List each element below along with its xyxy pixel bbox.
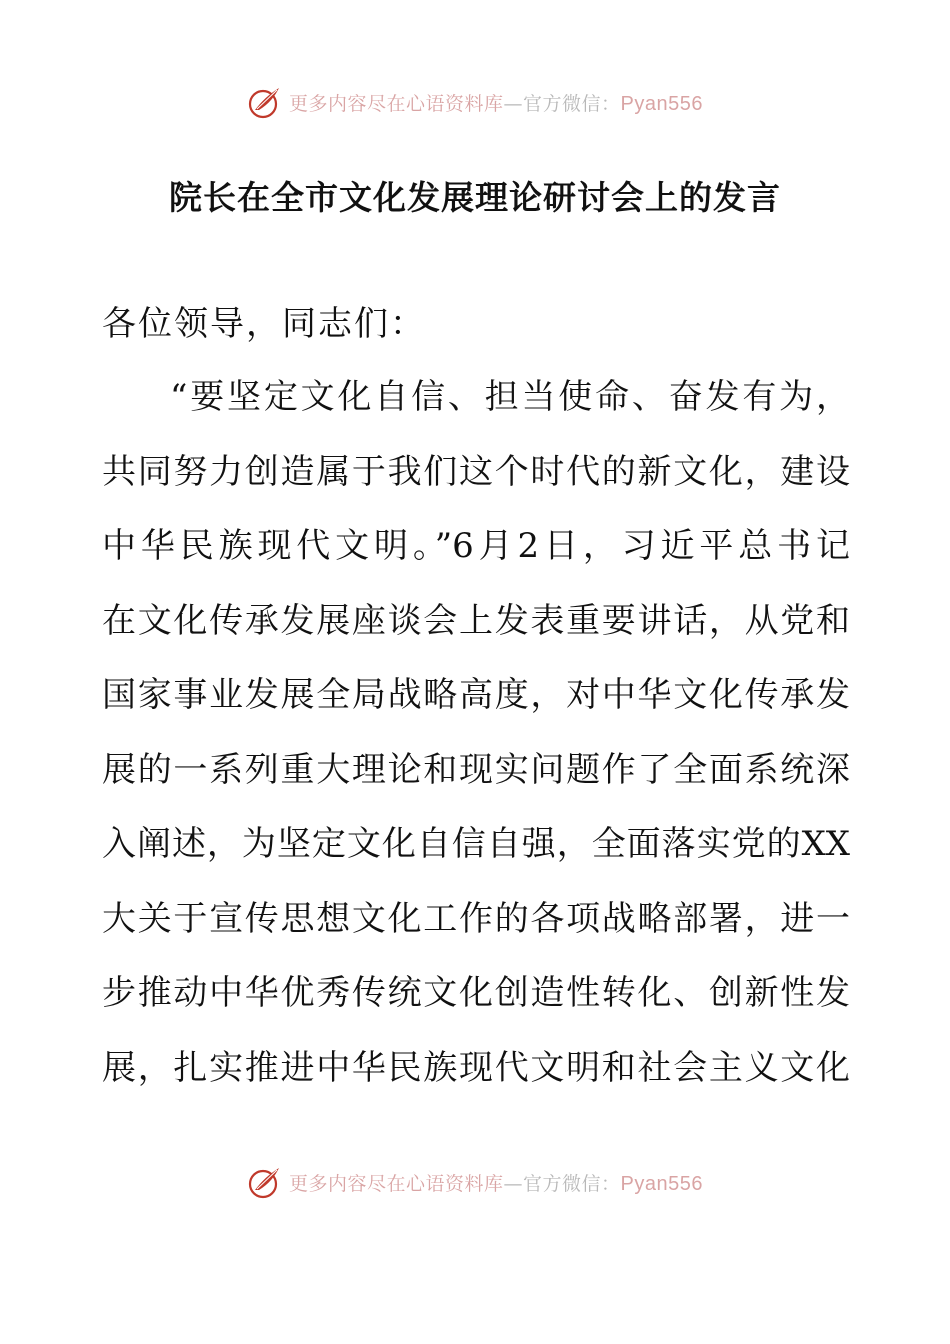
banner-main-text: 更多内容尽在心语资料库 [289, 1172, 504, 1195]
header-banner [0, 80, 950, 124]
banner-wechat-label: —官方微信： [503, 1172, 621, 1195]
paragraph-line: 国家事业发展全局战略高度，对中华文化传承发 [102, 675, 850, 715]
banner-main-text: 更多内容尽在心语资料库 [289, 92, 504, 115]
document-title: 院长在全市文化发展理论研讨会上的发言 [169, 178, 781, 217]
paragraph-line: 在文化传承发展座谈会上发表重要讲话，从党和 [102, 600, 850, 641]
feather-pen-logo-icon [247, 1164, 283, 1200]
paragraph-line: 大关于宣传思想文化工作的各项战略部署，进一 [102, 898, 850, 939]
paragraph-line: 中华民族现代文明。”6月2日，习近平总书记 [102, 526, 850, 566]
banner-wechat-label: —官方微信： [503, 92, 621, 115]
paragraph-line: 共同努力创造属于我们这个时代的新文化，建设 [102, 451, 850, 492]
paragraph-line: 展的一系列重大理论和现实问题作了全面系统深 [102, 749, 850, 790]
paragraph-line: 展，扎实推进中华民族现代文明和社会主义文化 [102, 1047, 850, 1088]
banner-wechat-id: Pyan556 [620, 1172, 703, 1195]
paragraph-line: 步推动中华优秀传统文化创造性转化、创新性发 [102, 973, 850, 1013]
banner-wechat-id: Pyan556 [620, 92, 703, 115]
paragraph-line: 入阐述，为坚定文化自信自强，全面落实党的XX [102, 824, 850, 864]
footer-banner [0, 1160, 950, 1204]
salutation: 各位领导，同志们： [102, 304, 426, 344]
body-paragraph [102, 360, 850, 1105]
paragraph-line: “要坚定文化自信、担当使命、奋发有为， [170, 377, 850, 417]
header-banner-text [289, 89, 703, 116]
footer-banner-text [289, 1169, 703, 1196]
feather-pen-logo-icon [247, 84, 283, 120]
